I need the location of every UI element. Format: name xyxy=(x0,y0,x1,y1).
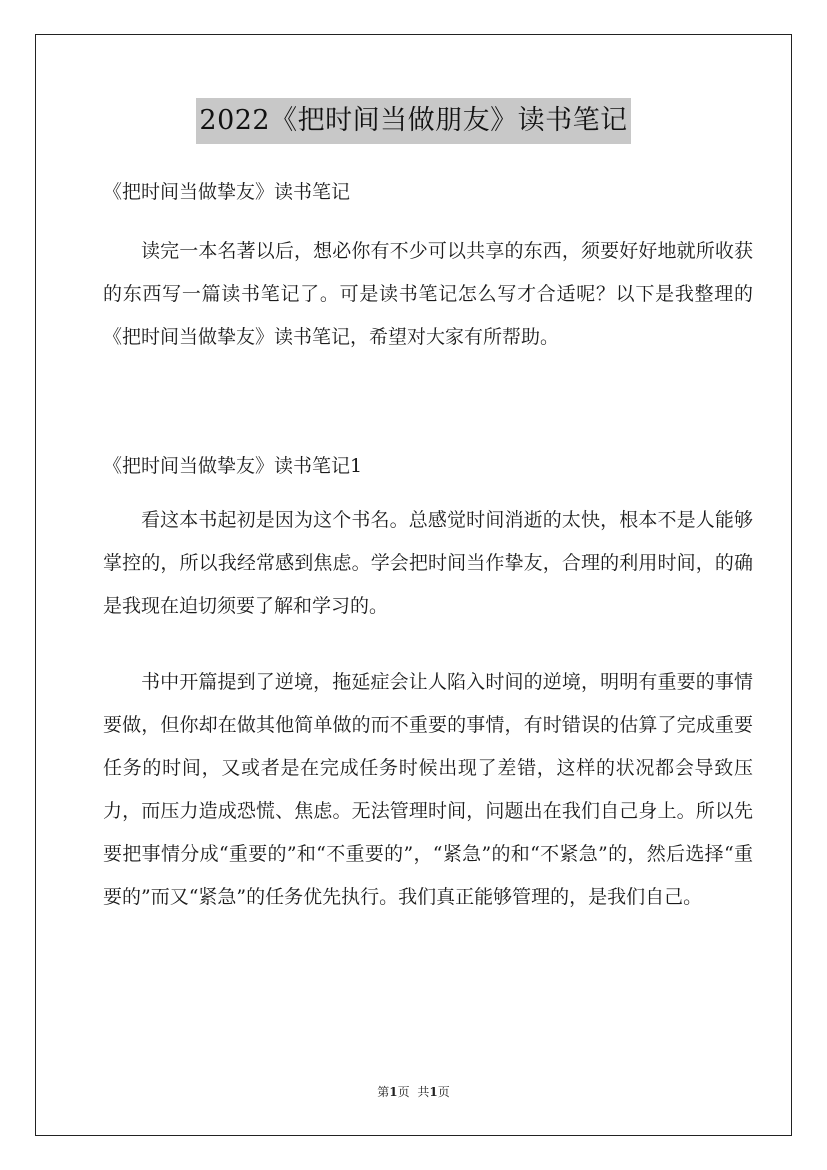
footer-total-number: 1 xyxy=(429,1085,438,1099)
page-footer xyxy=(0,1083,827,1101)
footer-page-suffix: 页 xyxy=(397,1085,410,1099)
title-container xyxy=(0,98,827,144)
intro-paragraph: 读完一本名著以后，想必你有不少可以共享的东西，须要好好地就所收获的东西写一篇读书笔记了。可是读书笔记怎么写才合适呢？以下是我整理的《把时间当做挚友》读书笔记，希望对大家有所帮助。 xyxy=(103,240,753,348)
footer-page-prefix: 第 xyxy=(377,1085,390,1099)
footer-page-number: 1 xyxy=(389,1085,398,1099)
document-title: 2022《把时间当做朋友》读书笔记 xyxy=(196,98,630,144)
section-heading: 《把时间当做挚友》读书笔记1 xyxy=(103,455,363,477)
body-paragraph-1: 看这本书起初是因为这个书名。总感觉时间消逝的太快，根本不是人能够掌控的，所以我经常感到焦虑。学会把时间当作挚友，合理的利用时间，的确是我现在迫切须要了解和学习的。 xyxy=(103,509,753,617)
footer-total-prefix: 共 xyxy=(417,1085,430,1099)
document-subtitle: 《把时间当做挚友》读书笔记 xyxy=(103,181,351,203)
footer-total-suffix: 页 xyxy=(437,1085,450,1099)
body-paragraph-2: 书中开篇提到了逆境，拖延症会让人陷入时间的逆境，明明有重要的事情要做，但你却在做其他简单做的而不重要的事情，有时错误的估算了完成重要任务的时间，又或者是在完成任务时候出现了差错，这样的状况都会导致压力，而压力造成恐慌、焦虑。无法管理时间，问题出在我们自己身上。所以先要把事情分成“重要的”和“不重要的”，“紧急”的和“不紧急”的，然后选择“重要的”而又“紧急”的任务优先执行。我们真正能够管理的，是我们自己。 xyxy=(103,671,753,908)
